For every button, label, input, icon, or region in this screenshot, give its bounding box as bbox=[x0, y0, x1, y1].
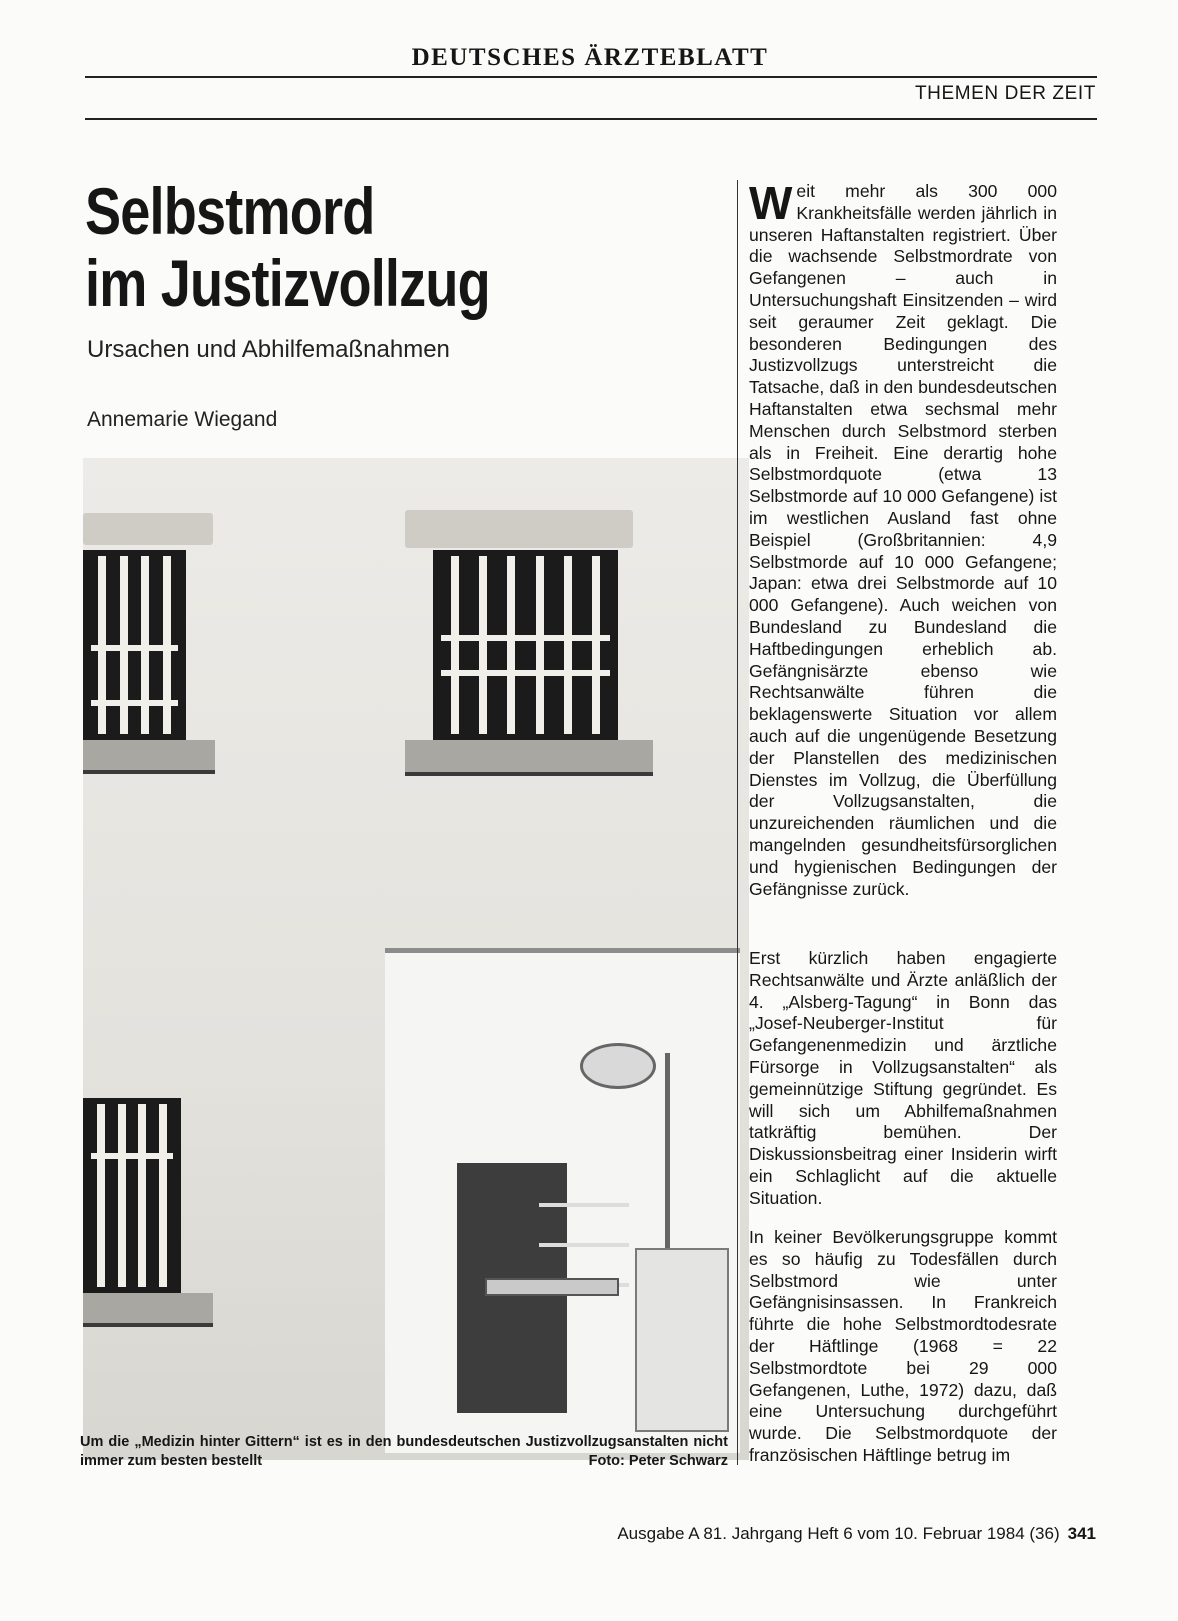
article-title bbox=[85, 175, 610, 319]
issue-info: Ausgabe A 81. Jahrgang Heft 6 vom 10. Februar 1984 (36) bbox=[617, 1524, 1060, 1543]
paragraph-text: In keiner Bevölkerungsgruppe kommt es so häufig zu Todesfällen durch Selbstmord wie unter Gefängnisinsassen. In Frankreich führte die hohe Selbstmordtodesrate der Häftlinge (1968 = 22 Selbstmordtote bei 29 000 Gefangenen, Luthe, 1972) dazu, daß eine Untersuchung durchgeführt wurde. Die Selbstmordquote der französischen Häftlinge betrug im bbox=[749, 1227, 1057, 1465]
body-paragraph-3 bbox=[749, 1227, 1057, 1467]
header-rule-bottom bbox=[85, 118, 1097, 120]
window-ledge bbox=[83, 740, 215, 774]
prison-photo bbox=[83, 458, 749, 1460]
page-footer bbox=[617, 1524, 1096, 1544]
treatment-room-photo bbox=[385, 948, 740, 1453]
window-ledge bbox=[405, 740, 653, 776]
paragraph-text: Erst kürzlich haben engagierte Rechtsanwälte und Ärzte anläßlich der 4. „Alsberg-Tagung“ in Bonn das „Josef-Neuberger-Institut für Gefangenenmedizin und ärztliche Fürsorge in Vollzugsanstalten“ als gemeinnützige Stiftung gegründet. Es will sich um Abhilfemaßnahmen tatkräftig bemühen. Der Diskussionsbeitrag einer Insiderin wirft ein Schlaglicht auf die aktuelle Situation. bbox=[749, 948, 1057, 1208]
caption-text: Um die „Medizin hinter Gittern“ ist es in den bundesdeutschen Justizvollzugsanstalten nicht immer zum besten bestellt bbox=[80, 1434, 728, 1469]
header-rule-top bbox=[85, 76, 1097, 78]
photo-credit: Foto: Peter Schwarz bbox=[588, 1453, 728, 1469]
title-line-2: im Justizvollzug bbox=[85, 246, 490, 320]
section-label: THEMEN DER ZEIT bbox=[914, 83, 1096, 104]
medical-cabinet bbox=[635, 1248, 729, 1432]
barred-window bbox=[433, 550, 618, 740]
article-subtitle: Ursachen und Abhilfemaßnahmen bbox=[87, 336, 450, 363]
surgical-lamp bbox=[580, 1043, 656, 1089]
window-ledge bbox=[83, 1293, 213, 1327]
body-paragraph-1 bbox=[749, 177, 1057, 900]
masthead: DEUTSCHES ÄRZTEBLATT bbox=[411, 44, 769, 71]
window-lintel bbox=[83, 513, 213, 545]
barred-window bbox=[83, 1098, 181, 1293]
barred-window bbox=[83, 550, 186, 740]
paragraph-text: eit mehr als 300 000 Krankheitsfälle werden jährlich in unseren Haftanstalten registriert. Über die wachsende Selbstmordrate von Gefangenen – auch in Untersuchungshaft Einsitzenden – wird seit geraumer Zeit geklagt. Die besonderen Bedingungen des Justizvollzugs unterstreicht die Tatsache, daß in den bundesdeutschen Haftanstalten etwa sechsmal mehr Menschen durch Selbstmord sterben als in Freiheit. Eine derartig hohe Selbstmordquote (etwa 13 Selbstmorde auf 10 000 Gefangene) ist im westlichen Ausland fast ohne Beispiel (Großbritannien: 4,9 Selbstmorde auf 10 000 Gefangene; Japan: etwa drei Selbstmorde auf 10 000 Gefangene). Auch weichen von Bundesland zu Bundesland die Haftbedingungen erheblich ab. Gefängnisärzte ebenso wie Rechtsanwälte führen die beklagenswerte Situation vor allem auch auf die ungenügende Besetzung der Planstellen des medizinischen Dienstes im Vollzug, die Überfüllung der Vollzugsanstalten, die unzureichenden räumlichen und die mangelnden gesundheitsfürsorglichen und hygienischen Bedingungen der Gefängnisse zurück. bbox=[749, 181, 1057, 899]
window-lintel bbox=[405, 510, 633, 548]
body-paragraph-2 bbox=[749, 948, 1057, 1210]
title-line-1: Selbstmord bbox=[85, 174, 375, 248]
article-author: Annemarie Wiegand bbox=[87, 408, 278, 431]
page-number: 341 bbox=[1067, 1524, 1096, 1543]
photo-caption bbox=[80, 1433, 728, 1471]
column-rule bbox=[737, 180, 738, 1465]
examination-table bbox=[485, 1278, 619, 1296]
drop-cap: W bbox=[749, 177, 793, 229]
